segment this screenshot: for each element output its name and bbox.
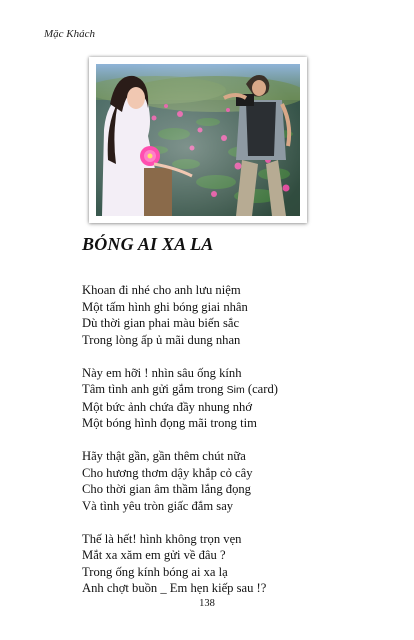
poem-stanza-4 [82,531,382,597]
poem-line: Trong ống kính bóng ai xa lạ [82,564,228,579]
poem-line-sim-word: Sim [226,384,245,396]
poem-stanza-2 [82,365,382,432]
poem-line: Trong lòng ấp ủ mãi dung nhan [82,332,241,347]
photo-frame [89,57,307,223]
poem-line: Mắt xa xăm em gửi về đâu ? [82,548,226,562]
poem-line: Anh chợt buồn _ Em hẹn kiếp sau !? [82,581,267,595]
poem-line: Hãy thật gần, gần thêm chút nữa [82,449,246,463]
poem-line: Và tình yêu tròn giấc đắm say [82,498,234,513]
poem-line: Cho hương thơm dậy khắp cỏ cây [82,465,253,480]
poem-line: Khoan đi nhé cho anh lưu niệm [82,283,241,297]
poem-stanza-1 [82,282,382,348]
poem-line-with-sim [82,381,382,399]
poem-line: Này em hỡi ! nhìn sâu ống kính [82,365,242,380]
poem-line: Một tấm hình ghi bóng giai nhân [82,299,248,314]
poem-line: Cho thời gian âm thầm lắng đọng [82,482,251,496]
poem-body [82,282,382,613]
poem-line: Một bóng hình đọng mãi trong tim [82,416,257,430]
poem-line-tail: (card) [244,382,278,396]
poem-line: Thế là hết! hình không trọn vẹn [82,531,242,546]
poem-line: Một bức ảnh chứa đầy nhung nhớ [82,399,253,414]
poem-stanza-3 [82,448,382,514]
page-number: 138 [199,598,215,609]
poem-line: Dù thời gian phai màu biến sắc [82,316,240,330]
poem-illustration-photo [96,64,300,216]
poem-title: BÓNG AI XA LA [82,234,214,254]
running-header-author: Mặc Khách [44,28,96,40]
poem-line-head: Tâm tình anh gửi gắm trong [82,382,227,396]
